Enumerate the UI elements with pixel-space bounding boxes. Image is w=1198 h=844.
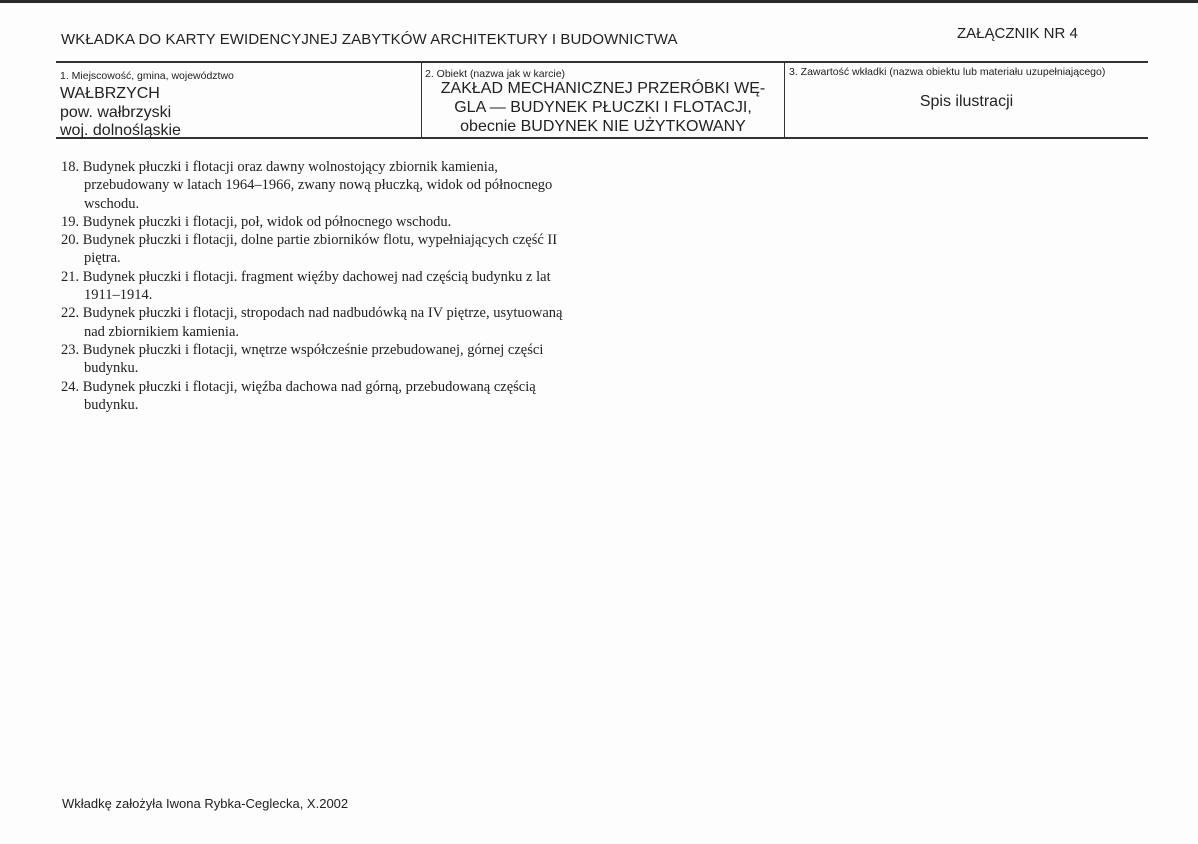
list-item: 20. Budynek płuczki i flotacji, dolne partie zbiorników flotu, wypełniających część II piętra. xyxy=(61,232,558,267)
document-title: WKŁADKA DO KARTY EWIDENCYJNEJ ZABYTKÓW ARCHITEKTURY I BUDOWNICTWA xyxy=(61,31,678,48)
object-name-line: GLA — BUDYNEK PŁUCZKI I FLOTACJI, xyxy=(454,99,752,116)
object-label: 2. Obiekt (nazwa jak w karcie) xyxy=(425,68,566,80)
location-field xyxy=(56,63,421,137)
list-item: 19. Budynek płuczki i flotacji, poł, widok od północnego wschodu. xyxy=(61,213,452,230)
contents-label: 3. Zawartość wkładki (nazwa obiektu lub materiału uzupełniającego) xyxy=(789,66,1106,78)
location-county: pow. wałbrzyski xyxy=(60,104,172,121)
list-item: 18. Budynek płuczki i flotacji oraz dawny wolnostojący zbiornik kamienia, przebudowany w latach 1964–1966, zwany nową płuczką, widok od północnego wschodu. xyxy=(61,159,553,212)
location-label: 1. Miejscowość, gmina, województwo xyxy=(60,70,234,82)
contents-value: Spis ilustracji xyxy=(919,93,1014,110)
form-header-table xyxy=(56,61,1148,139)
location-city: WAŁBRZYCH xyxy=(60,85,160,102)
author-note: Wkładkę założyła Iwona Rybka-Ceglecka, X.2002 xyxy=(62,796,349,811)
object-field xyxy=(421,63,785,137)
page-edge xyxy=(0,0,1198,3)
list-item: 23. Budynek płuczki i flotacji, wnętrze współcześnie przebudowanej, górnej części budynku. xyxy=(61,341,544,377)
list-item: 22. Budynek płuczki i flotacji, stropodach nad nadbudówką na IV piętrze, usytuowaną nad zbiornikiem kamienia. xyxy=(61,305,563,340)
object-name-line: ZAKŁAD MECHANICZNEJ PRZERÓBKI WĘ- xyxy=(440,80,766,97)
list-item: 24. Budynek płuczki i flotacji, więźba dachowa nad górną, przebudowaną częścią budynku. xyxy=(61,378,536,413)
location-voivodeship: woj. dolnośląskie xyxy=(60,122,181,139)
contents-field xyxy=(785,63,1148,137)
illustration-list xyxy=(61,158,571,414)
list-item: 21. Budynek płuczki i flotacji. fragment więźby dachowej nad częścią budynku z lat 1911–1914. xyxy=(61,268,551,304)
object-name-line: obecnie BUDYNEK NIE UŻYTKOWANY xyxy=(460,118,746,135)
attachment-number: ZAŁĄCZNIK NR 4 xyxy=(957,25,1078,42)
